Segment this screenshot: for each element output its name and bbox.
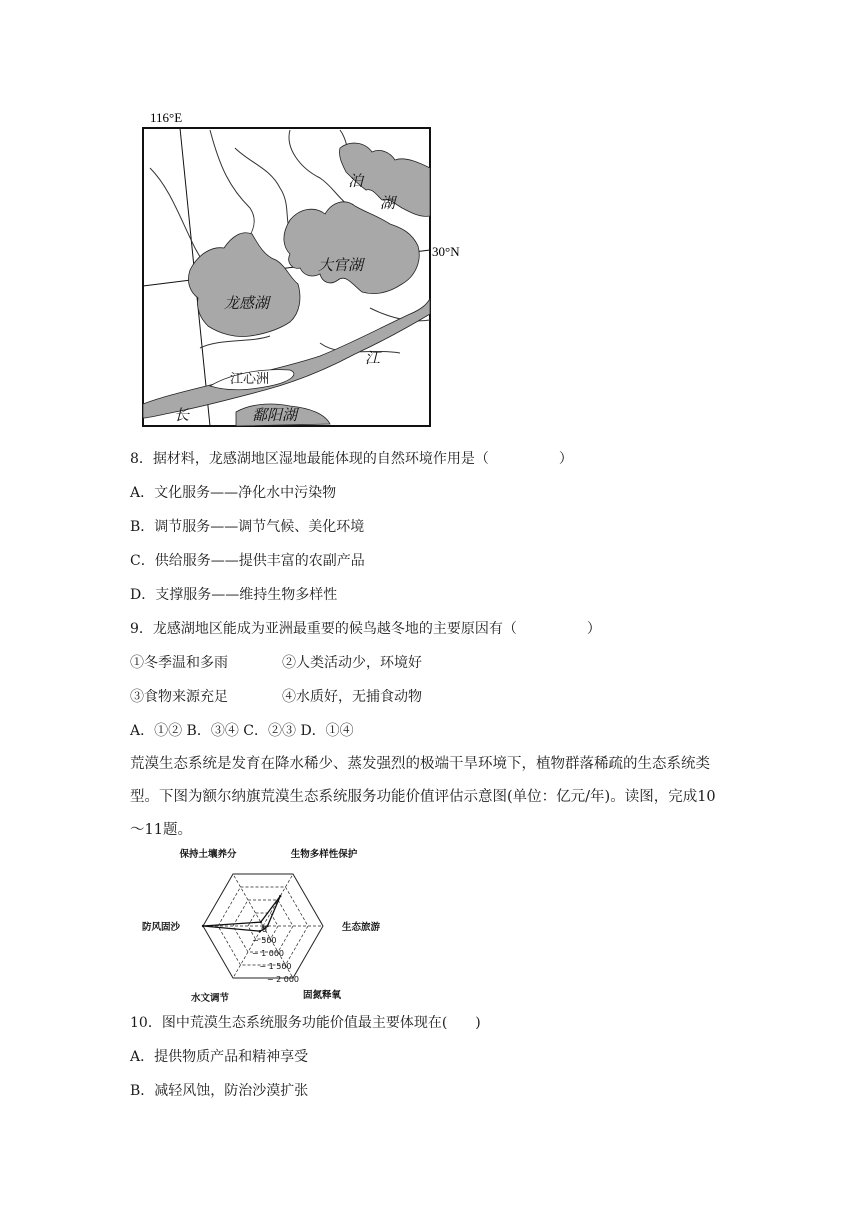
radar-axis-label-1: 生物多样性保护 <box>290 849 358 860</box>
latitude-label: 30°N <box>432 244 460 259</box>
question-10-stem: 10．图中荒漠生态系统服务功能价值最主要体现在( ) <box>130 1015 481 1031</box>
lake-region-map <box>140 108 460 428</box>
longitude-label: 116°E <box>150 110 183 125</box>
shi-hu-label-2: 湖 <box>380 194 396 212</box>
radar-axis-label-5: 防风固沙 <box>141 922 180 933</box>
radar-tick-label-4: − 2 000 <box>266 974 299 984</box>
jiang-xin-zhou-label: 江心洲 <box>230 372 270 387</box>
radar-tick-label-2: − 1 000 <box>251 948 284 958</box>
radar-axis-label-2: 生态旅游 <box>342 922 381 933</box>
question-9-options: A．①② B．③④ C．②③ D．①④ <box>130 723 354 739</box>
question-8-option-d: D．支撑服务——维持生物多样性 <box>130 587 338 603</box>
da-guan-hu-label: 大官湖 <box>318 256 364 274</box>
question-10-option-b: B．减轻风蚀，防治沙漠扩张 <box>130 1083 309 1099</box>
question-9-choice-2: ②人类活动少，环境好 <box>282 655 422 671</box>
chang-label: 长 <box>174 406 190 424</box>
question-9-choice-3: ③食物来源充足 <box>130 689 228 705</box>
question-9-choice-4: ④水质好，无捕食动物 <box>282 689 422 705</box>
radar-chart <box>128 843 398 1005</box>
radar-data-point-0 <box>260 921 262 923</box>
question-9-choice-1: ①冬季温和多雨 <box>130 655 228 671</box>
radar-data-point-1 <box>279 895 281 897</box>
poyang-hu-label: 鄱阳湖 <box>252 406 298 424</box>
long-gan-hu-label: 龙感湖 <box>224 294 270 312</box>
radar-data-point-4 <box>259 930 261 932</box>
question-8-option-a: A．文化服务——净化水中污染物 <box>130 485 337 501</box>
radar-axis-label-0: 保持土壤养分 <box>179 849 237 860</box>
radar-axis-label-3: 固氮释氧 <box>302 990 342 1001</box>
radar-data-point-5 <box>202 925 204 927</box>
radar-tick-label-3: − 1 500 <box>259 961 292 971</box>
question-8-option-c: C．供给服务——提供丰富的农副产品 <box>130 553 365 569</box>
question-9-stem: 9．龙感湖地区能成为亚洲最重要的候鸟越冬地的主要原因有（ ） <box>130 621 601 637</box>
radar-axis-label-4: 水文调节 <box>190 993 230 1004</box>
question-8-stem: 8．据材料，龙感湖地区湿地最能体现的自然环境作用是（ ） <box>130 451 573 467</box>
question-10-option-a: A．提供物质产品和精神享受 <box>130 1049 309 1065</box>
radar-tick-label-0: 0 <box>261 925 267 934</box>
jiang-label: 江 <box>365 349 381 367</box>
passage-text: 荒漠生态系统是发育在降水稀少、蒸发强烈的极端干旱环境下，植物群落稀疏的生态系统类型。下图为额尔纳旗荒漠生态系统服务功能价值评估示意图(单位：亿元/年)。读图，完成10～11题。 <box>130 756 716 838</box>
radar-tick-label-1: − 500 <box>251 935 277 945</box>
question-8-option-b: B．调节服务——调节气候、美化环境 <box>130 519 365 535</box>
shi-hu-label-1: 泊 <box>348 172 364 190</box>
